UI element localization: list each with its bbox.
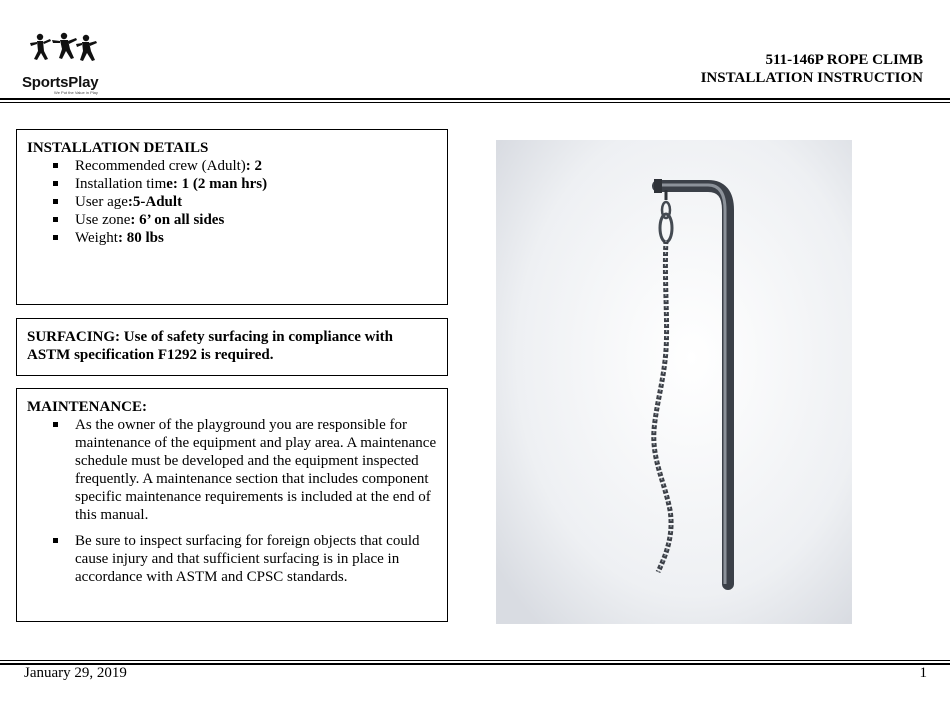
installation-details-heading: INSTALLATION DETAILS (27, 140, 209, 156)
surfacing-text: SURFACING: Use of safety surfacing in compliance with ASTM specification F1292 is required. (27, 329, 393, 363)
footer-date: January 29, 2019 (24, 665, 127, 681)
pole-cap (654, 179, 662, 193)
maintenance-box (16, 388, 448, 622)
brand-tagline: We Put the Value in Play (54, 90, 98, 95)
list-item: User age:5-Adult (75, 193, 437, 211)
children-playing-icon (26, 32, 106, 68)
header-rule (0, 98, 950, 100)
brand-name: SportsPlay (22, 74, 99, 91)
product-code-title: 511-146P ROPE CLIMB (765, 52, 923, 68)
page-number: 1 (919, 665, 927, 681)
header-rule-thin (0, 102, 950, 103)
list-item: Weight: 80 lbs (75, 229, 437, 247)
list-item: Recommended crew (Adult): 2 (75, 157, 437, 175)
surfacing-box (16, 318, 448, 376)
document-type-title: INSTALLATION INSTRUCTION (700, 70, 923, 86)
footer-rule-thin (0, 660, 950, 661)
installation-details-list (27, 157, 437, 247)
maintenance-heading: MAINTENANCE: (27, 399, 147, 415)
list-item: Use zone: 6’ on all sides (75, 211, 437, 229)
list-item: Installation time: 1 (2 man hrs) (75, 175, 437, 193)
rope-climb-illustration (496, 140, 852, 624)
maintenance-list (27, 416, 437, 586)
installation-details-box (16, 129, 448, 305)
document-title (701, 51, 923, 87)
sportsplay-logo (20, 32, 112, 94)
list-item: Be sure to inspect surfacing for foreign objects that could cause injury and that sufficient surfacing is in place in accordance with ASTM and CPSC standards. (75, 532, 437, 586)
list-item: As the owner of the playground you are responsible for maintenance of the equipment and play area. A maintenance schedule must be developed and the equipment inspected frequently. A maintenance section that includes component specific maintenance requirements is included at the end of this manual. (75, 417, 437, 523)
footer-rule (0, 663, 950, 665)
illustration-background (496, 140, 852, 624)
